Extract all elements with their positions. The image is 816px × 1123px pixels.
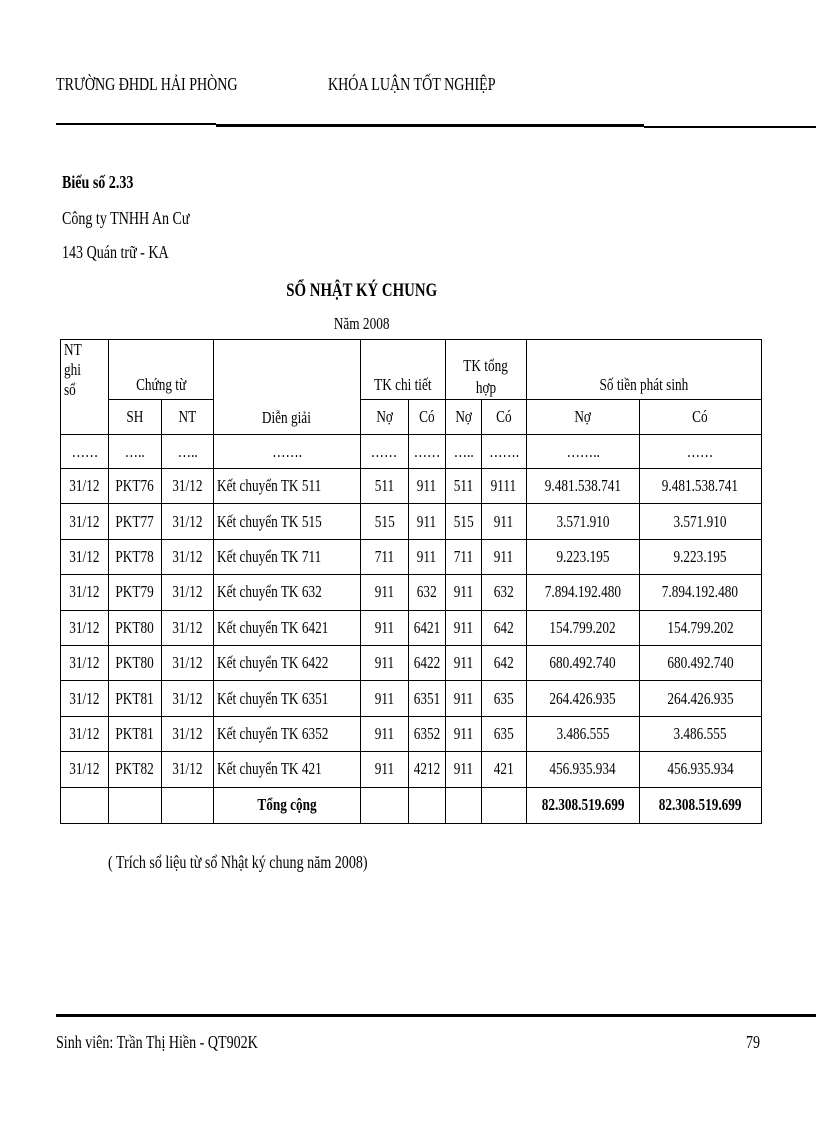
table-row <box>61 504 762 539</box>
cell-th-co: 9111 <box>481 469 526 504</box>
cell-ct-co: 911 <box>408 539 445 574</box>
cell-dien-giai: Kết chuyển TK 6352 <box>214 716 361 751</box>
cell-ct-co: 6352 <box>408 716 445 751</box>
cell-tien-co: 9.481.538.741 <box>639 469 761 504</box>
col-th-co: Có <box>481 400 526 435</box>
cell-ct-co: 6422 <box>408 645 445 680</box>
cell-th-no: 911 <box>445 575 481 610</box>
cell-sh: PKT78 <box>109 539 162 574</box>
ellipsis-row <box>61 435 762 469</box>
ellipsis-cell: ….. <box>162 435 214 469</box>
cell-nt-ghi-so: 31/12 <box>61 645 109 680</box>
ellipsis-cell: …….. <box>526 435 639 469</box>
total-no: 82.308.519.699 <box>526 787 639 823</box>
cell-ct-no: 911 <box>360 645 408 680</box>
cell-nt-ghi-so: 31/12 <box>61 681 109 716</box>
cell-nt-ghi-so: 31/12 <box>61 575 109 610</box>
cell-th-co: 632 <box>481 575 526 610</box>
ellipsis-cell: …… <box>360 435 408 469</box>
header-rule-middle <box>216 124 644 127</box>
col-sh: SH <box>109 400 162 435</box>
cell-ct-no: 911 <box>360 681 408 716</box>
cell-th-no: 911 <box>445 716 481 751</box>
cell-nt-ghi-so: 31/12 <box>61 504 109 539</box>
cell-dien-giai: Kết chuyển TK 511 <box>214 469 361 504</box>
cell-nt: 31/12 <box>162 752 214 787</box>
cell-sh: PKT76 <box>109 469 162 504</box>
header-rule-right <box>644 126 816 128</box>
ellipsis-cell: …… <box>639 435 761 469</box>
table-row <box>61 539 762 574</box>
cell-ct-no: 711 <box>360 539 408 574</box>
cell-ct-no: 911 <box>360 575 408 610</box>
cell-th-no: 911 <box>445 752 481 787</box>
cell-nt-ghi-so: 31/12 <box>61 539 109 574</box>
cell-nt: 31/12 <box>162 716 214 751</box>
header-thesis: KHÓA LUẬN TỐT NGHIỆP <box>328 74 496 94</box>
footer-rule <box>56 1014 816 1017</box>
cell-tien-no: 3.486.555 <box>526 716 639 751</box>
cell-ct-no: 911 <box>360 752 408 787</box>
cell-dien-giai: Kết chuyển TK 711 <box>214 539 361 574</box>
cell-nt: 31/12 <box>162 681 214 716</box>
header-row-2 <box>61 400 762 435</box>
cell-ct-co: 632 <box>408 575 445 610</box>
total-row <box>61 787 762 823</box>
cell-ct-co: 4212 <box>408 752 445 787</box>
header-school: TRƯỜNG ĐHDL HẢI PHÒNG <box>56 74 238 94</box>
cell-th-no: 911 <box>445 645 481 680</box>
cell-tien-no: 3.571.910 <box>526 504 639 539</box>
cell-nt: 31/12 <box>162 610 214 645</box>
cell-tien-no: 680.492.740 <box>526 645 639 680</box>
col-th-no: Nợ <box>445 400 481 435</box>
ellipsis-cell: ……. <box>214 435 361 469</box>
source-note: ( Trích sổ liệu từ sổ Nhật ký chung năm 2008) <box>108 852 368 872</box>
col-so-tien: Số tiền phát sinh <box>526 340 761 400</box>
cell-sh: PKT80 <box>109 610 162 645</box>
cell-tien-no: 456.935.934 <box>526 752 639 787</box>
col-tien-co: Có <box>639 400 761 435</box>
col-ct-no: Nợ <box>360 400 408 435</box>
cell-tien-co: 3.486.555 <box>639 716 761 751</box>
cell-th-no: 911 <box>445 681 481 716</box>
cell-tien-co: 680.492.740 <box>639 645 761 680</box>
cell-ct-co: 6351 <box>408 681 445 716</box>
cell-th-no: 911 <box>445 610 481 645</box>
form-label: Biểu số 2.33 <box>62 172 134 192</box>
table-row <box>61 645 762 680</box>
col-nt-ghi-so: NT ghi sổ <box>61 340 109 435</box>
cell-nt-ghi-so: 31/12 <box>61 610 109 645</box>
cell-th-co: 635 <box>481 681 526 716</box>
cell-tien-co: 154.799.202 <box>639 610 761 645</box>
cell-nt: 31/12 <box>162 575 214 610</box>
header-rule-left <box>56 123 216 125</box>
cell-th-co: 642 <box>481 645 526 680</box>
cell-tien-co: 7.894.192.480 <box>639 575 761 610</box>
cell-nt-ghi-so: 31/12 <box>61 716 109 751</box>
cell-dien-giai: Kết chuyển TK 515 <box>214 504 361 539</box>
cell-dien-giai: Kết chuyển TK 632 <box>214 575 361 610</box>
cell-ct-no: 911 <box>360 716 408 751</box>
col-ct-co: Có <box>408 400 445 435</box>
col-nt: NT <box>162 400 214 435</box>
table-row <box>61 716 762 751</box>
cell-th-co: 911 <box>481 504 526 539</box>
table-row <box>61 469 762 504</box>
cell-ct-co: 911 <box>408 469 445 504</box>
ellipsis-cell: ….. <box>109 435 162 469</box>
cell-sh: PKT79 <box>109 575 162 610</box>
ellipsis-cell: …… <box>61 435 109 469</box>
ellipsis-cell: ….. <box>445 435 481 469</box>
table-row <box>61 575 762 610</box>
cell-ct-co: 911 <box>408 504 445 539</box>
journal-table <box>60 339 762 824</box>
document-year: Năm 2008 <box>334 314 390 333</box>
cell-dien-giai: Kết chuyển TK 6351 <box>214 681 361 716</box>
table-row <box>61 610 762 645</box>
cell-tien-co: 264.426.935 <box>639 681 761 716</box>
col-tien-no: Nợ <box>526 400 639 435</box>
cell-sh: PKT80 <box>109 645 162 680</box>
ellipsis-cell: …… <box>408 435 445 469</box>
col-tk-tong-hop: TK tổng hợp <box>445 340 526 400</box>
cell-tien-no: 7.894.192.480 <box>526 575 639 610</box>
cell-nt: 31/12 <box>162 504 214 539</box>
cell-th-no: 515 <box>445 504 481 539</box>
header-row-1 <box>61 340 762 400</box>
cell-tien-no: 9.223.195 <box>526 539 639 574</box>
table-row <box>61 752 762 787</box>
footer-student: Sinh viên: Trần Thị Hiền - QT902K <box>56 1032 258 1052</box>
cell-th-co: 642 <box>481 610 526 645</box>
cell-nt: 31/12 <box>162 469 214 504</box>
cell-tien-co: 3.571.910 <box>639 504 761 539</box>
total-label: Tổng cộng <box>214 787 361 823</box>
total-co: 82.308.519.699 <box>639 787 761 823</box>
cell-ct-no: 511 <box>360 469 408 504</box>
cell-th-co: 635 <box>481 716 526 751</box>
cell-nt-ghi-so: 31/12 <box>61 752 109 787</box>
document-title: SỔ NHẬT KÝ CHUNG <box>286 280 438 301</box>
cell-sh: PKT81 <box>109 681 162 716</box>
cell-ct-co: 6421 <box>408 610 445 645</box>
col-dien-giai: Diễn giải <box>214 340 361 435</box>
cell-tien-no: 264.426.935 <box>526 681 639 716</box>
col-tk-chi-tiet: TK chi tiết <box>360 340 445 400</box>
cell-sh: PKT82 <box>109 752 162 787</box>
cell-sh: PKT81 <box>109 716 162 751</box>
cell-ct-no: 911 <box>360 610 408 645</box>
cell-tien-co: 9.223.195 <box>639 539 761 574</box>
cell-ct-no: 515 <box>360 504 408 539</box>
cell-nt: 31/12 <box>162 645 214 680</box>
cell-tien-no: 9.481.538.741 <box>526 469 639 504</box>
cell-dien-giai: Kết chuyển TK 421 <box>214 752 361 787</box>
company-address: 143 Quán trữ - KA <box>62 242 169 262</box>
col-chung-tu: Chứng từ <box>109 340 214 400</box>
cell-th-no: 711 <box>445 539 481 574</box>
ellipsis-cell: ……. <box>481 435 526 469</box>
cell-tien-co: 456.935.934 <box>639 752 761 787</box>
cell-tien-no: 154.799.202 <box>526 610 639 645</box>
cell-nt-ghi-so: 31/12 <box>61 469 109 504</box>
cell-sh: PKT77 <box>109 504 162 539</box>
cell-th-no: 511 <box>445 469 481 504</box>
cell-th-co: 911 <box>481 539 526 574</box>
cell-th-co: 421 <box>481 752 526 787</box>
cell-nt: 31/12 <box>162 539 214 574</box>
page-number: 79 <box>746 1032 761 1052</box>
cell-dien-giai: Kết chuyển TK 6421 <box>214 610 361 645</box>
table-row <box>61 681 762 716</box>
company-name: Công ty TNHH An Cư <box>62 208 190 228</box>
cell-dien-giai: Kết chuyển TK 6422 <box>214 645 361 680</box>
